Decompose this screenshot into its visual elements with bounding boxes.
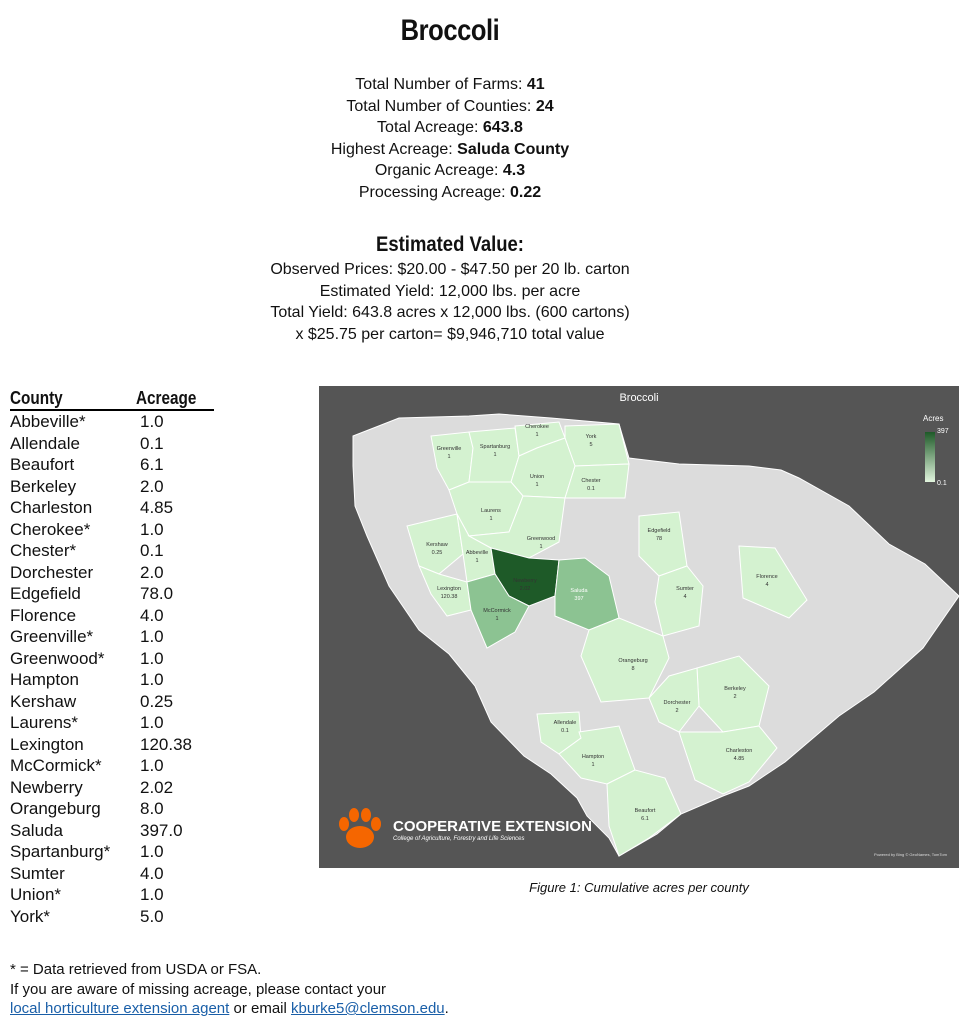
county-acreage: 1.0: [140, 756, 164, 775]
map-county-value: 2: [675, 708, 679, 714]
map-county-label: Edgefield: [647, 528, 671, 534]
tiger-paw-logo: [335, 804, 385, 852]
legend-max: 397: [937, 428, 949, 435]
stat-organic: Organic Acreage: 4.3: [374, 162, 526, 179]
map-county-value: 397: [574, 596, 584, 602]
map-county-value: 2: [733, 694, 737, 700]
map-county-label: Cherokee: [525, 424, 549, 430]
map-county-value: 1: [493, 452, 497, 458]
map-county-label: Laurens: [481, 508, 501, 514]
footer: [10, 960, 449, 1019]
county-name: Charleston: [10, 498, 93, 517]
ev-line: Total Yield: 643.8 acres x 12,000 lbs. (600 cartons): [270, 304, 630, 321]
ev-line: x $25.75 per carton= $9,946,710 total value: [295, 325, 605, 343]
map-svg: [319, 386, 959, 868]
county-acreage: 1.0: [140, 519, 164, 539]
county-acreage: 4.0: [140, 605, 164, 625]
county-acreage: 120.38: [140, 734, 192, 754]
county-acreage: 6.1: [140, 455, 164, 474]
map-county-value: 1: [447, 454, 451, 460]
county-acreage: 5.0: [140, 906, 164, 926]
county-acreage: 1.0: [140, 412, 164, 431]
map-county-value: 120.38: [440, 594, 458, 600]
map-county-value: 1: [489, 516, 493, 522]
county-acreage: 1.0: [140, 713, 164, 732]
map-county-label: Charleston: [725, 748, 753, 754]
map-county-value: 1: [475, 558, 479, 564]
table-row: [10, 497, 220, 519]
map-county-label: Berkeley: [724, 686, 746, 692]
map-county-label: Spartanburg: [479, 444, 511, 450]
table-row: [10, 841, 220, 863]
column-header-acreage: Acreage: [136, 388, 197, 408]
table-row: [10, 906, 220, 928]
county-name: Chester*: [10, 541, 77, 560]
map-county-value: 4: [683, 594, 687, 600]
county-acreage: 2.02: [140, 777, 174, 797]
table-row: [10, 798, 220, 820]
email-link[interactable]: kburke5@clemson.edu: [291, 1000, 445, 1017]
county-acreage: 0.1: [140, 433, 164, 453]
county-map: [319, 386, 959, 868]
logo-text: COOPERATIVE EXTENSION: [393, 818, 592, 835]
table-row: [10, 820, 220, 842]
stat-highest: Highest Acreage: Saluda County: [330, 140, 570, 158]
county-acreage: 0.25: [140, 691, 174, 711]
map-county-value: 1: [535, 482, 539, 488]
county-acreage: 4.85: [140, 498, 174, 517]
table-row: [10, 863, 220, 885]
county-name: Newberry: [10, 777, 83, 797]
county-name: McCormick*: [10, 756, 102, 775]
table-row: [10, 626, 220, 648]
table-row: [10, 884, 220, 906]
county-acreage: 78.0: [140, 584, 174, 603]
extension-agent-link[interactable]: local horticulture extension agent: [10, 1000, 230, 1017]
table-row: [10, 755, 220, 777]
map-title: Broccoli: [619, 392, 659, 404]
page-title: Broccoli: [400, 14, 500, 47]
county-name: Berkeley: [10, 476, 77, 496]
table-row: [10, 712, 220, 734]
map-county-label: Dorchester: [663, 700, 691, 706]
table-row: [10, 734, 220, 756]
stat-counties: Total Number of Counties: 24: [346, 97, 554, 115]
map-county-value: 2.02: [519, 586, 531, 592]
map-county-label: Kershaw: [426, 542, 448, 548]
ev-line: Observed Prices: $20.00 - $47.50 per 20 lb. carton: [270, 261, 630, 278]
county-name: Spartanburg*: [10, 842, 111, 861]
map-county-label: Hampton: [581, 754, 605, 760]
county-acreage: 1.0: [140, 648, 164, 668]
figure-caption: Figure 1: Cumulative acres per county: [529, 880, 749, 895]
map-credit: Powered by Bing © GeoNames, TomTom: [874, 852, 947, 857]
county-name: Allendale: [10, 433, 80, 453]
map-county-label: Allendale: [553, 720, 577, 726]
table-row: [10, 648, 220, 670]
table-row: [10, 562, 220, 584]
stat-acreage: Total Acreage: 643.8: [377, 119, 523, 136]
county-acreage: 8.0: [140, 799, 164, 818]
table-row: [10, 777, 220, 799]
map-county-label: Lexington: [437, 586, 461, 592]
table-header: [10, 388, 214, 411]
county-acreage: 1.0: [140, 627, 164, 646]
table-row: [10, 519, 220, 541]
county-acreage: 2.0: [140, 476, 164, 496]
county-name: Sumter: [10, 863, 65, 883]
map-county-label: McCormick: [483, 608, 511, 614]
county-acreage: 2.0: [140, 562, 164, 582]
column-header-county: County: [10, 388, 63, 408]
map-county-value: 5: [589, 442, 593, 448]
map-county-label: Beaufort: [634, 808, 656, 814]
map-county-value: 0.1: [587, 486, 595, 492]
county-name: Lexington: [10, 734, 84, 754]
map-county-label: Chester: [581, 478, 601, 484]
table-row: [10, 411, 220, 433]
county-name: Cherokee*: [10, 519, 91, 539]
table-row: [10, 433, 220, 455]
acreage-table: [10, 388, 220, 927]
county-acreage: 1.0: [140, 842, 164, 861]
county-acreage: 4.0: [140, 863, 164, 883]
map-county-label: York: [585, 434, 597, 440]
map-county-label: Abbeville: [465, 550, 489, 556]
map-county-label: Newberry: [513, 578, 537, 584]
table-row: [10, 605, 220, 627]
map-county-value: 4: [765, 582, 769, 588]
county-name: Florence: [10, 605, 77, 625]
map-county-value: 4.85: [733, 756, 745, 762]
table-body: [10, 411, 220, 927]
estimated-value-block: [0, 259, 900, 345]
table-row: [10, 669, 220, 691]
legend-color-bar: [925, 432, 935, 482]
footer-contact: If you are aware of missing acreage, please contact your: [10, 980, 387, 998]
county-sumter: [655, 566, 703, 636]
footer-note: * = Data retrieved from USDA or FSA.: [10, 961, 262, 978]
county-name: Beaufort: [10, 455, 75, 474]
county-acreage: 0.1: [140, 541, 164, 560]
map-county-label: Saluda: [570, 588, 588, 594]
logo-subtext: College of Agriculture, Forestry and Life Sciences: [393, 836, 525, 842]
county-name: Union*: [10, 885, 62, 904]
county-name: Abbeville*: [10, 412, 86, 431]
table-row: [10, 583, 220, 605]
county-name: Hampton: [10, 670, 79, 689]
map-county-value: 0.1: [561, 728, 569, 734]
county-york: [565, 424, 629, 466]
estimated-value-title: Estimated Value:: [376, 233, 524, 256]
county-name: Orangeburg: [10, 799, 101, 818]
county-name: Kershaw: [10, 691, 77, 711]
map-county-value: 1: [539, 544, 543, 550]
legend-title: Acres: [923, 414, 944, 423]
map-county-value: 0.25: [431, 550, 443, 556]
map-county-label: Greenville: [436, 446, 462, 452]
map-county-value: 78: [655, 536, 663, 542]
legend-min: 0.1: [937, 480, 947, 487]
map-county-value: 6.1: [641, 816, 649, 822]
table-row: [10, 476, 220, 498]
table-row: [10, 691, 220, 713]
county-name: Edgefield: [10, 584, 81, 603]
county-name: Greenville*: [10, 627, 94, 646]
stat-processing: Processing Acreage: 0.22: [358, 183, 542, 201]
map-county-value: 1: [495, 616, 499, 622]
footer-links: local horticulture extension agent or email kburke5@clemson.edu.: [10, 1000, 449, 1017]
table-row: [10, 540, 220, 562]
county-name: Saluda: [10, 820, 63, 840]
stat-farms: Total Number of Farms: 41: [355, 76, 545, 93]
county-name: Laurens*: [10, 713, 79, 732]
ev-line: Estimated Yield: 12,000 lbs. per acre: [319, 282, 581, 300]
map-county-value: 8: [631, 666, 635, 672]
county-name: Greenwood*: [10, 648, 105, 668]
county-name: York*: [10, 906, 51, 926]
county-name: Dorchester: [10, 562, 94, 582]
county-acreage: 397.0: [140, 820, 183, 840]
map-county-label: Orangeburg: [618, 658, 648, 664]
table-row: [10, 454, 220, 476]
map-county-value: 1: [591, 762, 595, 768]
county-acreage: 1.0: [140, 885, 164, 904]
map-county-label: Sumter: [676, 586, 694, 592]
map-county-label: Greenwood: [526, 536, 556, 542]
map-county-label: Florence: [756, 574, 778, 580]
county-acreage: 1.0: [140, 670, 164, 689]
map-county-value: 1: [535, 432, 539, 438]
stats-block: [0, 74, 900, 203]
map-county-label: Union: [529, 474, 545, 480]
